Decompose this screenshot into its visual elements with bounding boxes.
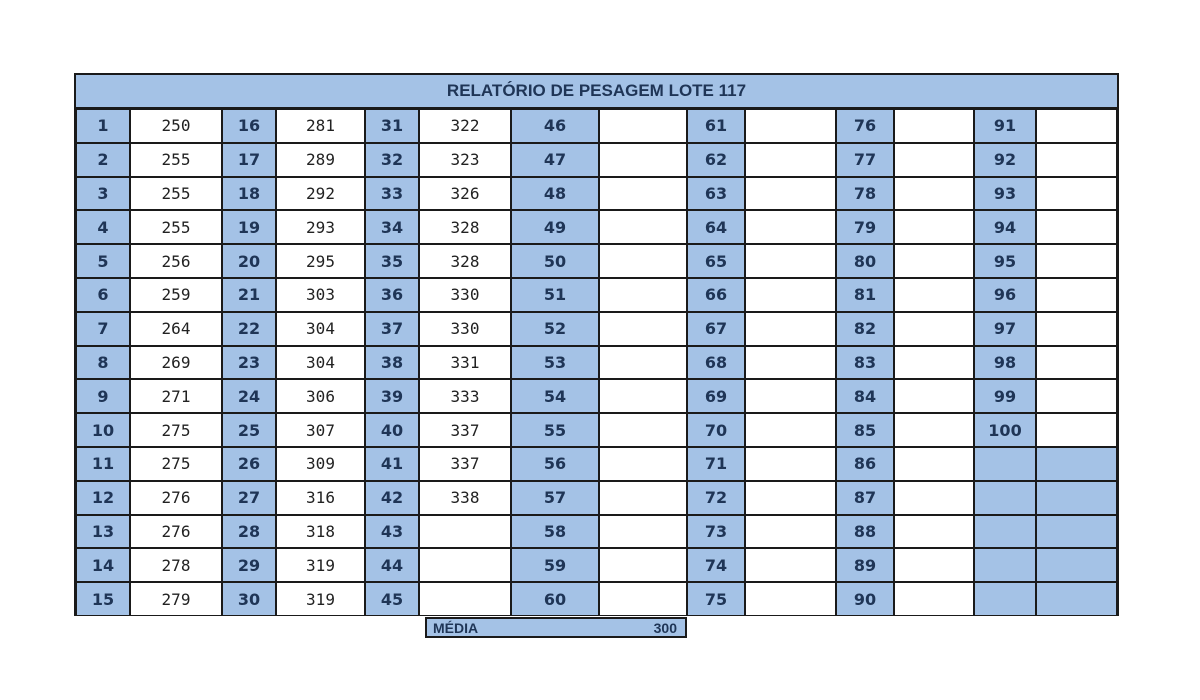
weight-value-cell: 255 [130, 210, 222, 244]
weight-value-cell: 259 [130, 278, 222, 312]
weight-index-cell: 64 [687, 210, 745, 244]
weight-index-cell [974, 548, 1036, 582]
weight-value-cell [599, 312, 687, 346]
weight-value-cell: 330 [419, 312, 511, 346]
weight-index-cell: 5 [76, 244, 130, 278]
weight-value-cell: 304 [276, 346, 365, 380]
weight-index-cell: 93 [974, 177, 1036, 211]
weight-index-cell: 100 [974, 413, 1036, 447]
weight-value-cell: 309 [276, 447, 365, 481]
weight-index-cell: 84 [836, 379, 894, 413]
weight-index-cell: 54 [511, 379, 599, 413]
weight-index-cell: 25 [222, 413, 276, 447]
weight-index-cell: 7 [76, 312, 130, 346]
weight-value-cell [745, 244, 836, 278]
weight-index-cell: 82 [836, 312, 894, 346]
weight-index-cell: 18 [222, 177, 276, 211]
weight-value-cell [599, 143, 687, 177]
weight-value-cell [745, 278, 836, 312]
weight-index-cell: 9 [76, 379, 130, 413]
weight-value-cell: 337 [419, 447, 511, 481]
weight-index-cell: 76 [836, 109, 894, 143]
weight-value-cell [894, 413, 974, 447]
weight-index-cell: 15 [76, 582, 130, 616]
weight-value-cell: 279 [130, 582, 222, 616]
weight-index-cell: 92 [974, 143, 1036, 177]
weight-value-cell: 292 [276, 177, 365, 211]
weight-value-cell [1036, 312, 1117, 346]
weight-index-cell: 16 [222, 109, 276, 143]
weight-value-cell [894, 109, 974, 143]
weight-value-cell: 328 [419, 210, 511, 244]
weight-value-cell: 322 [419, 109, 511, 143]
weight-value-cell [599, 548, 687, 582]
weight-value-cell [1036, 210, 1117, 244]
weight-index-cell: 46 [511, 109, 599, 143]
weight-index-cell: 35 [365, 244, 419, 278]
weight-value-cell: 295 [276, 244, 365, 278]
weight-value-cell: 333 [419, 379, 511, 413]
weight-index-cell: 98 [974, 346, 1036, 380]
weight-value-cell [419, 582, 511, 616]
weight-value-cell [894, 177, 974, 211]
weight-value-cell: 338 [419, 481, 511, 515]
weight-value-cell [1036, 244, 1117, 278]
weight-index-cell: 33 [365, 177, 419, 211]
weight-index-cell: 77 [836, 143, 894, 177]
weight-value-cell [419, 548, 511, 582]
weight-value-cell: 293 [276, 210, 365, 244]
weight-index-cell: 71 [687, 447, 745, 481]
weight-index-cell [974, 481, 1036, 515]
weight-value-cell: 281 [276, 109, 365, 143]
weight-index-cell: 96 [974, 278, 1036, 312]
weight-value-cell [745, 177, 836, 211]
weight-index-cell: 80 [836, 244, 894, 278]
weight-index-cell: 41 [365, 447, 419, 481]
weight-index-cell [974, 515, 1036, 549]
weight-value-cell: 306 [276, 379, 365, 413]
weight-value-cell: 331 [419, 346, 511, 380]
weight-index-cell: 8 [76, 346, 130, 380]
weight-index-cell: 32 [365, 143, 419, 177]
weight-index-cell: 39 [365, 379, 419, 413]
weight-value-cell: 303 [276, 278, 365, 312]
weight-value-cell: 319 [276, 548, 365, 582]
weight-index-cell: 34 [365, 210, 419, 244]
weight-index-cell: 12 [76, 481, 130, 515]
weight-index-cell: 57 [511, 481, 599, 515]
weight-index-cell: 95 [974, 244, 1036, 278]
weight-value-cell [1036, 278, 1117, 312]
weight-value-cell [599, 413, 687, 447]
weight-index-cell: 74 [687, 548, 745, 582]
weight-value-cell [745, 447, 836, 481]
weight-index-cell: 13 [76, 515, 130, 549]
weight-value-cell: 275 [130, 447, 222, 481]
weight-value-cell [894, 278, 974, 312]
weight-index-cell: 90 [836, 582, 894, 616]
weight-index-cell: 17 [222, 143, 276, 177]
weighing-report-table [74, 73, 1119, 616]
weight-value-cell [1036, 143, 1117, 177]
weight-index-cell: 29 [222, 548, 276, 582]
weight-value-cell [599, 210, 687, 244]
weight-index-cell: 23 [222, 346, 276, 380]
weight-value-cell [599, 447, 687, 481]
weight-value-cell: 255 [130, 143, 222, 177]
weight-index-cell: 28 [222, 515, 276, 549]
weight-value-cell [599, 244, 687, 278]
weight-index-cell: 6 [76, 278, 130, 312]
weight-value-cell [1036, 548, 1117, 582]
weight-value-cell [894, 210, 974, 244]
weight-index-cell: 26 [222, 447, 276, 481]
weight-index-cell: 1 [76, 109, 130, 143]
weight-value-cell: 255 [130, 177, 222, 211]
weight-index-cell: 62 [687, 143, 745, 177]
weight-value-cell: 275 [130, 413, 222, 447]
weight-value-cell: 328 [419, 244, 511, 278]
weight-index-cell: 45 [365, 582, 419, 616]
weight-index-cell: 47 [511, 143, 599, 177]
weight-value-cell [894, 346, 974, 380]
weight-value-cell: 316 [276, 481, 365, 515]
weight-index-cell: 79 [836, 210, 894, 244]
weight-value-cell [745, 346, 836, 380]
weight-index-cell: 56 [511, 447, 599, 481]
weight-index-cell: 27 [222, 481, 276, 515]
weight-value-cell: 256 [130, 244, 222, 278]
weight-index-cell: 67 [687, 312, 745, 346]
weight-index-cell: 40 [365, 413, 419, 447]
weight-index-cell: 60 [511, 582, 599, 616]
weight-value-cell [599, 109, 687, 143]
weight-value-cell [894, 143, 974, 177]
weight-index-cell: 38 [365, 346, 419, 380]
weight-value-cell: 278 [130, 548, 222, 582]
weight-value-cell [1036, 379, 1117, 413]
weight-value-cell: 319 [276, 582, 365, 616]
weight-index-cell: 78 [836, 177, 894, 211]
weight-index-cell: 31 [365, 109, 419, 143]
weight-value-cell [745, 312, 836, 346]
weight-index-cell: 42 [365, 481, 419, 515]
weights-grid [76, 109, 1117, 614]
weight-value-cell: 337 [419, 413, 511, 447]
weight-value-cell: 326 [419, 177, 511, 211]
average-value: 300 [653, 620, 677, 636]
weight-index-cell: 36 [365, 278, 419, 312]
weight-value-cell: 318 [276, 515, 365, 549]
weight-value-cell [1036, 447, 1117, 481]
weight-index-cell: 66 [687, 278, 745, 312]
weight-index-cell: 72 [687, 481, 745, 515]
weight-index-cell [974, 582, 1036, 616]
weight-value-cell [894, 582, 974, 616]
weight-index-cell: 37 [365, 312, 419, 346]
weight-index-cell: 65 [687, 244, 745, 278]
weight-value-cell [1036, 481, 1117, 515]
weight-index-cell: 14 [76, 548, 130, 582]
weight-index-cell: 91 [974, 109, 1036, 143]
weight-value-cell [599, 278, 687, 312]
weight-value-cell [1036, 582, 1117, 616]
weight-value-cell: 289 [276, 143, 365, 177]
weight-index-cell: 58 [511, 515, 599, 549]
weight-index-cell: 87 [836, 481, 894, 515]
weight-value-cell: 250 [130, 109, 222, 143]
weight-value-cell: 323 [419, 143, 511, 177]
weight-index-cell: 53 [511, 346, 599, 380]
weight-value-cell [1036, 346, 1117, 380]
weight-value-cell [1036, 413, 1117, 447]
weight-value-cell [1036, 177, 1117, 211]
weight-value-cell [894, 548, 974, 582]
weight-value-cell [745, 109, 836, 143]
weight-index-cell: 30 [222, 582, 276, 616]
weight-index-cell: 49 [511, 210, 599, 244]
weight-index-cell: 94 [974, 210, 1036, 244]
weight-index-cell: 97 [974, 312, 1036, 346]
weight-index-cell: 2 [76, 143, 130, 177]
weight-index-cell: 24 [222, 379, 276, 413]
weight-value-cell [419, 515, 511, 549]
weight-value-cell [599, 515, 687, 549]
weight-index-cell: 61 [687, 109, 745, 143]
weight-index-cell: 22 [222, 312, 276, 346]
weight-index-cell: 63 [687, 177, 745, 211]
weight-index-cell: 81 [836, 278, 894, 312]
weight-value-cell [599, 379, 687, 413]
weight-index-cell: 50 [511, 244, 599, 278]
weight-index-cell: 89 [836, 548, 894, 582]
weight-index-cell: 21 [222, 278, 276, 312]
weight-index-cell: 52 [511, 312, 599, 346]
weight-value-cell [894, 481, 974, 515]
weight-index-cell: 48 [511, 177, 599, 211]
weight-index-cell: 55 [511, 413, 599, 447]
weight-index-cell: 99 [974, 379, 1036, 413]
weight-value-cell [894, 244, 974, 278]
weight-value-cell [599, 481, 687, 515]
weight-value-cell [745, 379, 836, 413]
weight-index-cell: 20 [222, 244, 276, 278]
weight-value-cell [1036, 515, 1117, 549]
weight-index-cell: 10 [76, 413, 130, 447]
weight-value-cell [894, 312, 974, 346]
weight-index-cell: 75 [687, 582, 745, 616]
report-title: RELATÓRIO DE PESAGEM LOTE 117 [76, 75, 1117, 109]
weight-index-cell: 68 [687, 346, 745, 380]
weight-value-cell: 276 [130, 481, 222, 515]
weight-index-cell: 59 [511, 548, 599, 582]
weight-value-cell [745, 481, 836, 515]
weight-value-cell: 307 [276, 413, 365, 447]
weight-value-cell: 269 [130, 346, 222, 380]
weight-index-cell: 85 [836, 413, 894, 447]
average-box [425, 617, 687, 638]
weight-value-cell: 264 [130, 312, 222, 346]
weight-value-cell: 276 [130, 515, 222, 549]
weight-index-cell: 86 [836, 447, 894, 481]
weight-value-cell [745, 548, 836, 582]
weight-value-cell [745, 210, 836, 244]
weight-value-cell [745, 413, 836, 447]
weight-index-cell: 69 [687, 379, 745, 413]
weight-index-cell: 51 [511, 278, 599, 312]
weight-value-cell [599, 177, 687, 211]
weight-value-cell [745, 515, 836, 549]
weight-index-cell: 44 [365, 548, 419, 582]
weight-index-cell: 88 [836, 515, 894, 549]
average-label: MÉDIA [433, 620, 479, 636]
weight-index-cell: 73 [687, 515, 745, 549]
weight-value-cell [1036, 109, 1117, 143]
weight-value-cell [894, 515, 974, 549]
weight-index-cell [974, 447, 1036, 481]
weight-value-cell [599, 582, 687, 616]
weight-index-cell: 11 [76, 447, 130, 481]
weight-value-cell [894, 379, 974, 413]
weight-value-cell [745, 143, 836, 177]
weight-value-cell: 330 [419, 278, 511, 312]
weight-value-cell [599, 346, 687, 380]
weight-value-cell: 304 [276, 312, 365, 346]
weight-value-cell [745, 582, 836, 616]
weight-value-cell: 271 [130, 379, 222, 413]
weight-index-cell: 83 [836, 346, 894, 380]
weight-index-cell: 3 [76, 177, 130, 211]
weight-index-cell: 19 [222, 210, 276, 244]
weight-index-cell: 43 [365, 515, 419, 549]
weight-value-cell [894, 447, 974, 481]
weight-index-cell: 70 [687, 413, 745, 447]
weight-index-cell: 4 [76, 210, 130, 244]
